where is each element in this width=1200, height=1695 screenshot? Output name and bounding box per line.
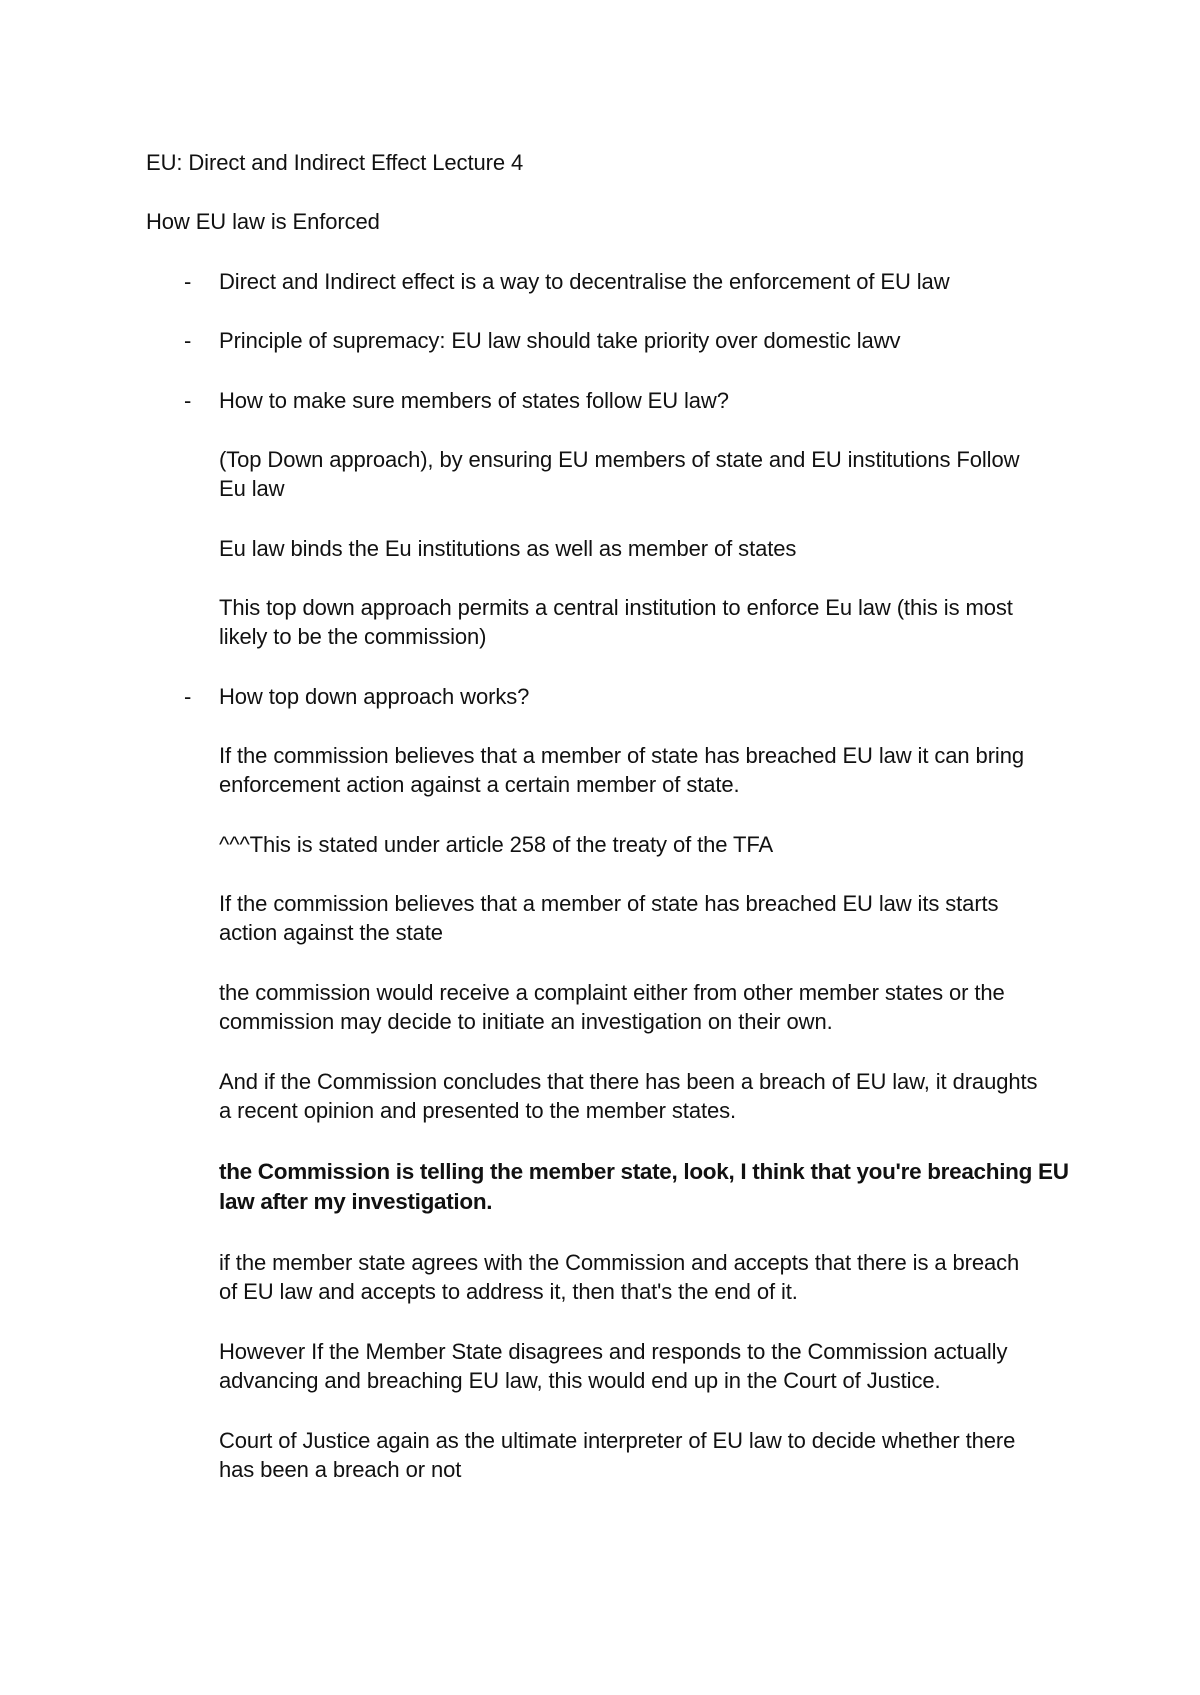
document-title: EU: Direct and Indirect Effect Lecture 4 xyxy=(146,150,524,175)
paragraph-line: likely to be the commission) xyxy=(219,624,487,649)
bold-paragraph-line: law after my investigation. xyxy=(219,1189,493,1214)
paragraph-line: ^^^This is stated under article 258 of the treaty of the TFA xyxy=(219,832,774,857)
bullet-item: Direct and Indirect effect is a way to decentralise the enforcement of EU law xyxy=(219,269,950,294)
paragraph-line: This top down approach permits a central institution to enforce Eu law (this is most xyxy=(219,595,1013,620)
paragraph-line: Court of Justice again as the ultimate interpreter of EU law to decide whether there xyxy=(219,1428,1016,1453)
paragraph-line: If the commission believes that a member of state has breached EU law it can bring xyxy=(219,743,1024,768)
bullet-item: Principle of supremacy: EU law should take priority over domestic lawv xyxy=(219,328,901,353)
paragraph-line: commission may decide to initiate an investigation on their own. xyxy=(219,1009,833,1034)
paragraph-line: a recent opinion and presented to the member states. xyxy=(219,1098,737,1123)
bold-paragraph-line: the Commission is telling the member state, look, I think that you're breaching EU xyxy=(219,1159,1069,1184)
bullet-item: How top down approach works? xyxy=(219,684,530,709)
bullet-marker: - xyxy=(184,684,192,709)
bullet-marker: - xyxy=(184,269,192,294)
paragraph-line: the commission would receive a complaint either from other member states or the xyxy=(219,980,1005,1005)
paragraph-line: Eu law binds the Eu institutions as well as member of states xyxy=(219,536,797,561)
paragraph-line: If the commission believes that a member of state has breached EU law its starts xyxy=(219,891,999,916)
paragraph-line: of EU law and accepts to address it, then that's the end of it. xyxy=(219,1279,798,1304)
bullet-marker: - xyxy=(184,328,192,353)
paragraph-line: if the member state agrees with the Commission and accepts that there is a breach xyxy=(219,1250,1020,1275)
bullet-item: How to make sure members of states follow EU law? xyxy=(219,388,729,413)
paragraph-line: Eu law xyxy=(219,476,285,501)
paragraph-line: enforcement action against a certain member of state. xyxy=(219,772,740,797)
paragraph-line: And if the Commission concludes that there has been a breach of EU law, it draughts xyxy=(219,1069,1038,1094)
paragraph-line: (Top Down approach), by ensuring EU members of state and EU institutions Follow xyxy=(219,447,1020,472)
paragraph-line: However If the Member State disagrees and responds to the Commission actually xyxy=(219,1339,1008,1364)
bullet-marker: - xyxy=(184,388,192,413)
section-heading: How EU law is Enforced xyxy=(146,209,380,234)
paragraph-line: action against the state xyxy=(219,920,443,945)
paragraph-line: advancing and breaching EU law, this would end up in the Court of Justice. xyxy=(219,1368,941,1393)
paragraph-line: has been a breach or not xyxy=(219,1457,462,1482)
